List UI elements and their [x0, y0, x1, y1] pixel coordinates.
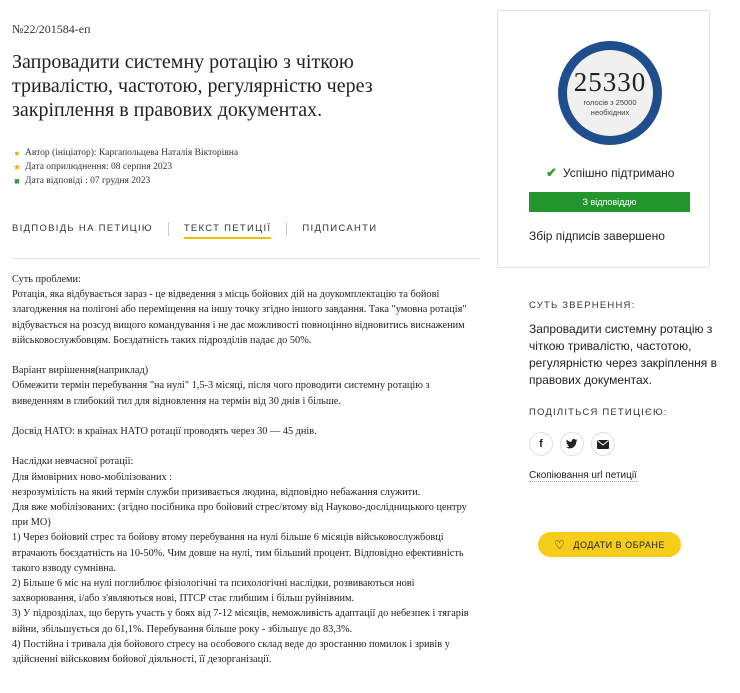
answered-button[interactable]: З відповіддю [529, 192, 690, 212]
body-line: Суть проблеми: [12, 274, 81, 285]
copy-url-link[interactable]: Скопіювання url петиції [529, 470, 637, 481]
support-status [546, 165, 674, 181]
meta-author-text: Автор (ініціатор): Каргапольцева Наталія Вікторівна [25, 148, 239, 158]
signature-subtitle: голосів з 25000 необхідних [583, 98, 637, 117]
petition-meta [12, 146, 238, 188]
signature-card [497, 10, 710, 268]
body-line: Варіант вирішення(наприклад) [12, 365, 149, 377]
tab-text[interactable] [184, 222, 288, 236]
signature-count: 25330 [573, 67, 647, 97]
meta-answered-text: Дата відповіді : 07 грудня 2023 [25, 176, 151, 186]
petition-title: Запровадити системну ротацію з чіткою тривалістю, частотою, регулярністю через закріплення в правових документах. [12, 51, 373, 121]
tab-answer[interactable] [12, 222, 169, 236]
check-icon: ✔ [546, 165, 557, 180]
body-line: Наслідки невчасної ротації: [12, 456, 134, 468]
body-line: Для ймовірних ново-мобілізованих : [12, 471, 173, 483]
petition-number: №22/201584-еп [12, 22, 91, 36]
body-line: 3) У підрозділах, що беруть участь у боях від 7-12 місяців, неможливість адаптації до небезпек і тягарів війни, збільшується до 61,1%. Перебування більше року - збільшує до 83,3%. [12, 608, 472, 635]
meta-published-text: Дата оприлюднення: 08 серпня 2023 [25, 162, 173, 172]
meta-published [12, 160, 238, 174]
paragraph-gap [12, 409, 474, 424]
petition-tabs [12, 222, 407, 236]
meta-author [12, 146, 238, 160]
tab-text-label: ТЕКСТ ПЕТИЦІЇ [184, 223, 272, 239]
star-icon: ★ [12, 162, 22, 172]
essence-label: СУТЬ ЗВЕРНЕННЯ: [529, 300, 636, 311]
signature-progress-ring [558, 41, 662, 145]
add-to-favorites-label: ДОДАТИ В ОБРАНЕ [573, 539, 665, 550]
paragraph-gap [12, 348, 474, 363]
tab-answer-label: ВІДПОВІДЬ НА ПЕТИЦІЮ [12, 223, 153, 234]
heart-icon: ♡ [554, 537, 566, 552]
body-line: Обмежити термін перебування "на нулі" 1,5-3 місяці, після чого проводити системну ротацію з виведенням в глибокий тил для відновлення на термін від 30 днів і більше. [12, 380, 433, 407]
share-icons [529, 432, 622, 456]
body-line: 4) Постійна і тривала дія бойового стресу на особового склад веде до зростанню помилок і зривів у здійсненні військовим бойової діяльності, її дезорганізації. [12, 638, 453, 666]
paragraph-gap [12, 439, 474, 454]
collection-status: Збір підписів завершено [529, 229, 665, 243]
signature-ring-inner [567, 50, 653, 136]
divider [12, 258, 480, 259]
person-icon: ● [14, 148, 20, 158]
tab-signers[interactable] [302, 222, 392, 236]
mail-icon[interactable] [591, 432, 615, 456]
body-line: 2) Більше 6 міс на нулі поглиблює фізіологічні та психологічні наслідки, розвиваються нові захворювання, і/або з'являються нові, ПТСР стає глибшим і більш руйнівним. [12, 578, 418, 605]
facebook-icon[interactable]: f [529, 432, 553, 456]
body-line: 1) Через бойовий стрес та бойову втому перебування на нулі більше 6 місяців військовослужбовці втрачають боєздатність на 10-50%. Чим довше на нулі, тим більший процент. Відповідно ефективність такого взводу сумнівна. [12, 532, 467, 574]
chat-icon: ■ [14, 176, 20, 186]
body-line: Ротація, яка відбувається зараз - це відведення з місць бойових дій на доукомплектацію та бойові злагодження на полігоні або переміщення на іншу точку згідно іншого завдання. Така "умовна ротація" відбувається на розсуд вищого командування і не дає можливості повноцінно відновитись виснаженим військовослужбовцям. Боєздатність таких підрозділів падає до 50%. [12, 289, 470, 346]
share-label: ПОДІЛІТЬСЯ ПЕТИЦІЄЮ: [529, 407, 668, 418]
essence-text: Запровадити системну ротацію з чіткою тривалістю, частотою, регулярністю через закріплення в правових документах. [529, 322, 718, 387]
tab-signers-label: ПІДПИСАНТИ [302, 223, 378, 234]
support-status-text: Успішно підтримано [562, 166, 675, 180]
meta-answered [12, 174, 238, 188]
body-line: Досвід НАТО: в країнах НАТО ротації проводять через 30 — 45 днів. [12, 426, 317, 437]
body-line: Для вже мобілізованих: (згідно посібника про бойовий стрес/втому від Науково-дослідницького центру при МО) [12, 502, 470, 529]
twitter-icon[interactable] [560, 432, 584, 456]
body-line: незрозумілість на який термін служби призивається людина, відповідно небажання служити. [12, 486, 421, 498]
add-to-favorites-button[interactable] [538, 532, 681, 557]
petition-body [12, 272, 474, 667]
